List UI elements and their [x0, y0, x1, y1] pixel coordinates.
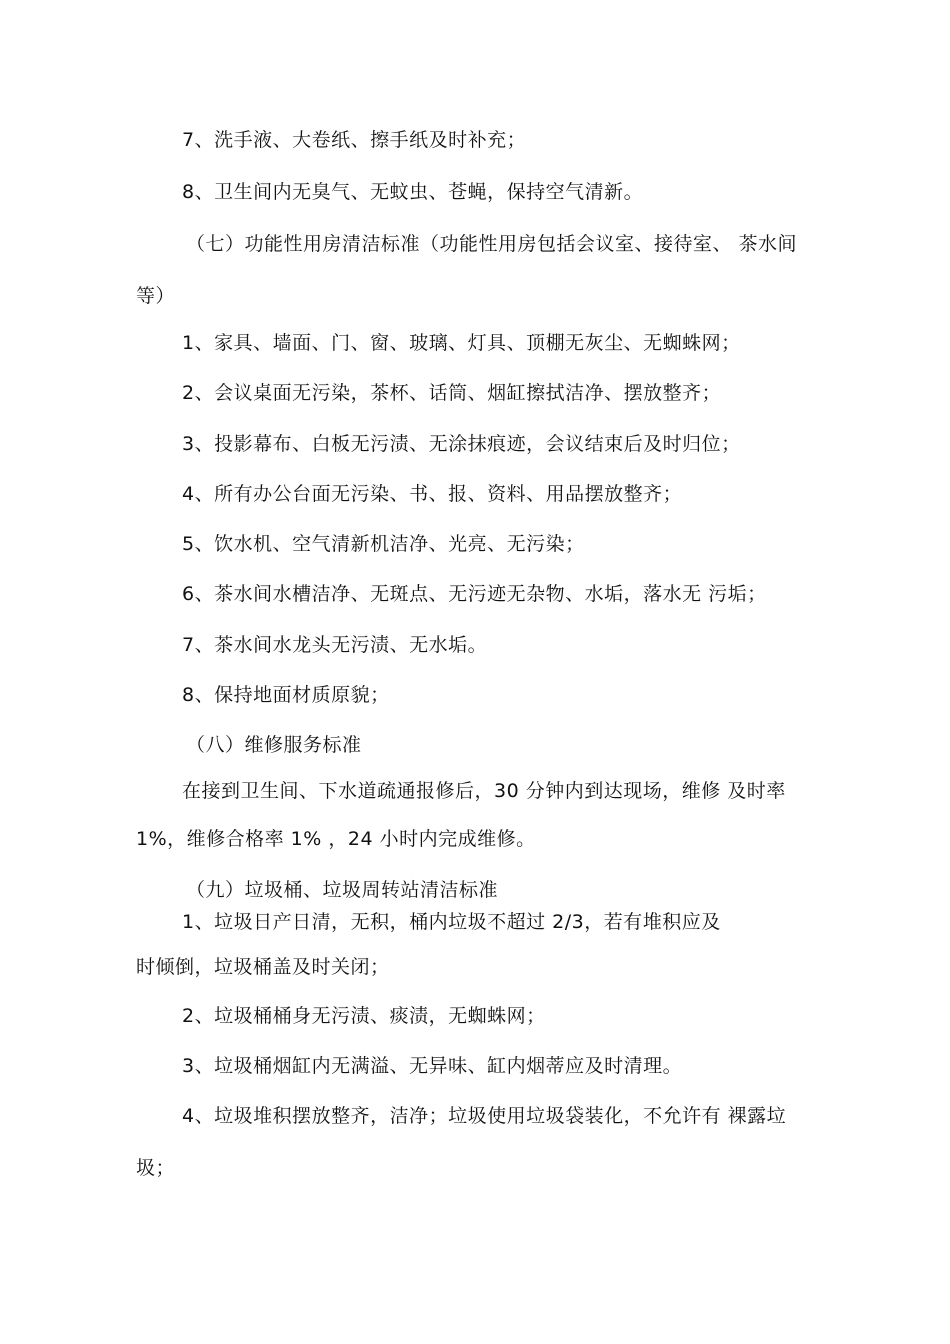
list-item: 7、茶水间水龙头无污渍、无水垢。	[182, 634, 488, 656]
list-item: 3、投影幕布、白板无污渍、无涂抹痕迹，会议结束后及时归位；	[182, 433, 741, 455]
body-line: 1%，维修合格率 1% ，24 小时内完成维修。	[136, 828, 536, 850]
list-item: 2、会议桌面无污染，茶杯、话筒、烟缸擦拭洁净、摆放整齐；	[182, 382, 722, 404]
list-item: 5、饮水机、空气清新机洁净、光亮、无污染；	[182, 533, 585, 555]
list-item: 2、垃圾桶桶身无污渍、痰渍，无蜘蛛网；	[182, 1005, 546, 1027]
list-item: 1、垃圾日产日清，无积，桶内垃圾不超过 2/3，若有堆积应及	[182, 911, 721, 933]
list-item: 8、保持地面材质原貌；	[182, 684, 390, 706]
body-line: 时倾倒，垃圾桶盖及时关闭；	[136, 956, 390, 978]
list-item: 4、所有办公台面无污染、书、报、资料、用品摆放整齐；	[182, 483, 683, 505]
body-line: 7、洗手液、大卷纸、擦手纸及时补充；	[182, 129, 527, 151]
section-heading: （九）垃圾桶、垃圾周转站清洁标准	[186, 879, 499, 901]
body-line: 等）	[136, 285, 176, 307]
body-line: 在接到卫生间、下水道疏通报修后，30 分钟内到达现场，维修 及时率	[182, 780, 786, 802]
list-item: 1、家具、墙面、门、窗、玻璃、灯具、顶棚无灰尘、无蜘蛛网；	[182, 332, 741, 354]
list-item: 6、茶水间水槽洁净、无斑点、无污迹无杂物、水垢，落水无 污垢；	[182, 583, 767, 605]
section-heading: （八）维修服务标准	[186, 734, 362, 756]
section-heading: （七）功能性用房清洁标准（功能性用房包括会议室、接待室、 茶水间	[186, 233, 798, 255]
body-line: 8、卫生间内无臭气、无蚊虫、苍蝇，保持空气清新。	[182, 181, 644, 203]
body-line: 圾；	[136, 1157, 176, 1179]
list-item: 3、垃圾桶烟缸内无满溢、无异味、缸内烟蒂应及时清理。	[182, 1055, 683, 1077]
list-item: 4、垃圾堆积摆放整齐，洁净；垃圾使用垃圾袋装化，不允许有 裸露垃	[182, 1105, 787, 1127]
